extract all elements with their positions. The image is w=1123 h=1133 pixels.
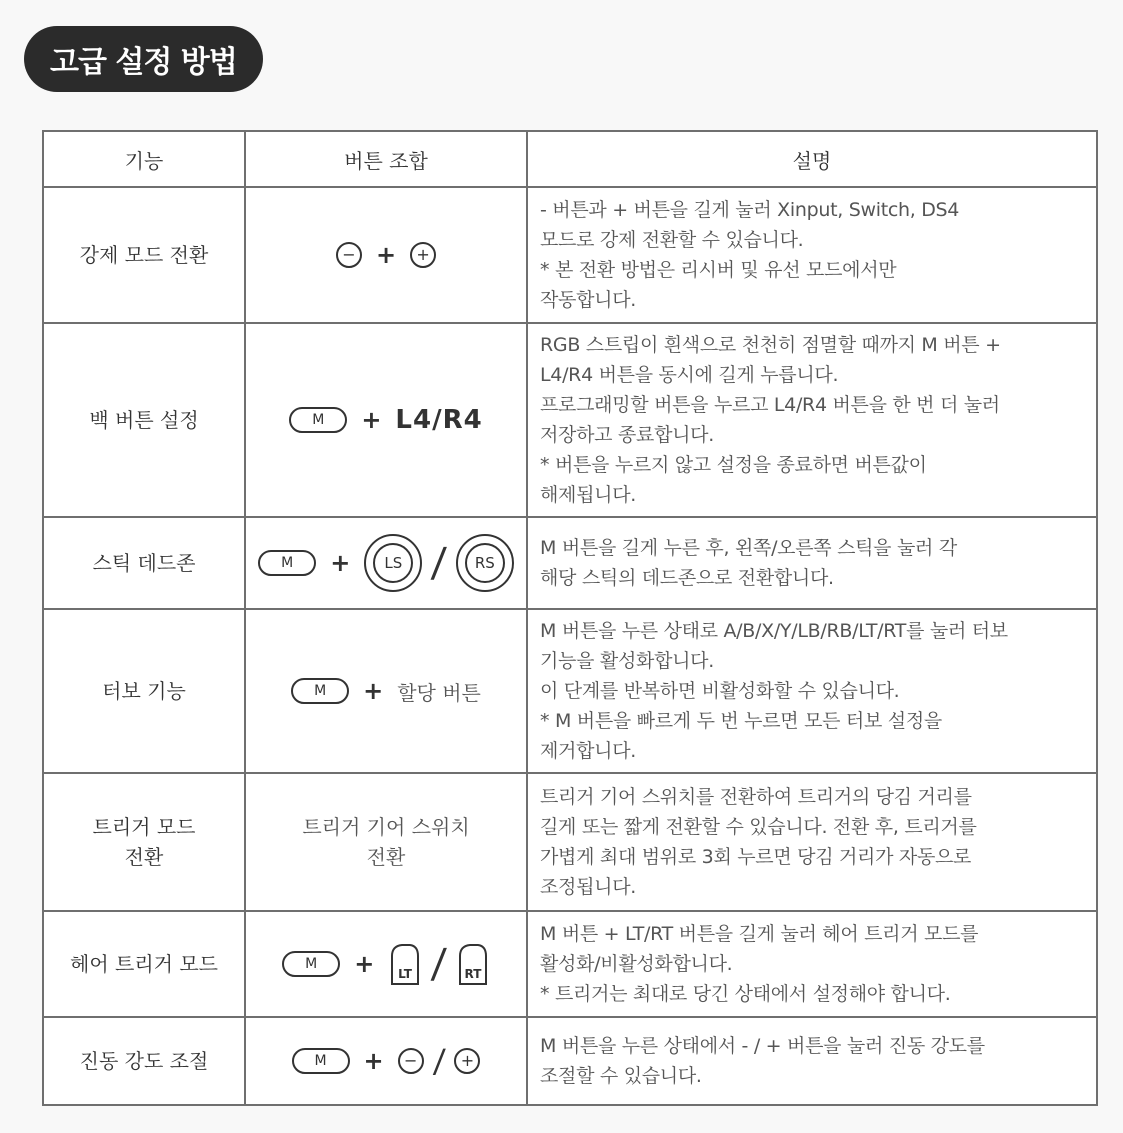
description-line: - 버튼과 + 버튼을 길게 눌러 Xinput, Switch, DS4 — [540, 199, 960, 221]
l4-r4-label: L4/R4 — [395, 405, 483, 435]
minus-button-icon: − — [398, 1048, 424, 1074]
description-line: 해당 스틱의 데드존으로 전환합니다. — [540, 567, 834, 589]
plus-sign: + — [354, 950, 375, 978]
description-line: 제거합니다. — [540, 740, 637, 762]
description-cell — [527, 773, 1097, 911]
table-row — [43, 1017, 1097, 1105]
function-label: 강제 모드 전환 — [79, 243, 209, 267]
description-line: M 버튼을 길게 누른 후, 왼쪽/오른쪽 스틱을 눌러 각 — [540, 537, 957, 559]
plus-sign: + — [363, 1047, 384, 1075]
description-line: 작동합니다. — [540, 289, 637, 311]
lt-trigger-icon — [388, 942, 422, 986]
description-line: 활성화/비활성화합니다. — [540, 953, 733, 975]
header-combo: 버튼 조합 — [245, 131, 527, 187]
minus-button-icon: − — [336, 242, 362, 268]
function-label: 트리거 모드 — [92, 815, 196, 839]
settings-table — [42, 130, 1098, 1106]
m-button-icon: M — [291, 678, 349, 704]
description-cell — [527, 1017, 1097, 1105]
description-line: 조정됩니다. — [540, 876, 637, 898]
combo-cell — [245, 517, 527, 609]
table-header-row — [43, 131, 1097, 187]
table-row — [43, 323, 1097, 517]
function-label: 전환 — [124, 845, 164, 869]
rt-trigger-icon — [456, 942, 490, 986]
function-cell — [43, 323, 245, 517]
description-line: 조절할 수 있습니다. — [540, 1065, 702, 1087]
function-label: 터보 기능 — [102, 679, 186, 703]
m-button-icon: M — [289, 407, 347, 433]
description-line: * 본 전환 방법은 리시버 및 유선 모드에서만 — [540, 259, 897, 281]
combo-cell — [245, 1017, 527, 1105]
description-line: 기능을 활성화합니다. — [540, 650, 714, 672]
function-label: 헤어 트리거 모드 — [70, 952, 218, 976]
combo-cell — [245, 609, 527, 773]
table-row — [43, 911, 1097, 1017]
plus-sign: + — [361, 406, 382, 434]
description-line: 트리거 기어 스위치를 전환하여 트리거의 당김 거리를 — [540, 786, 972, 808]
description-cell — [527, 911, 1097, 1017]
description-line: 가볍게 최대 범위로 3회 누르면 당김 거리가 자동으로 — [540, 846, 972, 868]
plus-sign: + — [330, 549, 351, 577]
left-stick-label: LS — [373, 543, 413, 583]
function-cell — [43, 187, 245, 323]
combo-cell — [245, 773, 527, 911]
table-row — [43, 773, 1097, 911]
description-line: L4/R4 버튼을 동시에 길게 누릅니다. — [540, 364, 839, 386]
plus-sign: + — [363, 677, 384, 705]
function-cell — [43, 911, 245, 1017]
function-label: 백 버튼 설정 — [89, 408, 199, 432]
right-stick-label: RS — [465, 543, 505, 583]
description-line: M 버튼을 누른 상태로 A/B/X/Y/LB/RB/LT/RT를 눌러 터보 — [540, 620, 1008, 642]
function-cell — [43, 773, 245, 911]
function-label: 진동 강도 조절 — [79, 1049, 209, 1073]
description-cell — [527, 187, 1097, 323]
description-line: M 버튼을 누른 상태에서 - / + 버튼을 눌러 진동 강도를 — [540, 1035, 985, 1057]
description-line: * 버튼을 누르지 않고 설정을 종료하면 버튼값이 — [540, 454, 927, 476]
table-row — [43, 187, 1097, 323]
function-cell — [43, 609, 245, 773]
slash-separator: / — [430, 540, 448, 586]
description-line: 프로그래밍할 버튼을 누르고 L4/R4 버튼을 한 번 더 눌러 — [540, 394, 1000, 416]
function-cell — [43, 517, 245, 609]
header-description: 설명 — [527, 131, 1097, 187]
description-line: 저장하고 종료합니다. — [540, 424, 714, 446]
right-stick-icon — [456, 534, 514, 592]
plus-button-icon: + — [454, 1048, 480, 1074]
description-cell — [527, 517, 1097, 609]
page-title: 고급 설정 방법 — [24, 26, 263, 92]
slash-separator: / — [430, 941, 448, 987]
description-cell — [527, 323, 1097, 517]
description-line: * M 버튼을 빠르게 두 번 누르면 모든 터보 설정을 — [540, 710, 942, 732]
table-row — [43, 517, 1097, 609]
rt-label: RT — [464, 967, 482, 981]
description-cell — [527, 609, 1097, 773]
description-line: 해제됩니다. — [540, 484, 637, 506]
plus-sign: + — [375, 241, 397, 269]
lt-label: LT — [398, 967, 413, 981]
function-cell — [43, 1017, 245, 1105]
description-line: RGB 스트립이 흰색으로 천천히 점멸할 때까지 M 버튼 + — [540, 334, 1001, 356]
combo-cell — [245, 187, 527, 323]
plus-button-icon: + — [410, 242, 436, 268]
left-stick-icon — [364, 534, 422, 592]
combo-cell — [245, 323, 527, 517]
function-label: 스틱 데드존 — [92, 551, 196, 575]
header-function: 기능 — [43, 131, 245, 187]
table-row — [43, 609, 1097, 773]
m-button-icon: M — [292, 1048, 350, 1074]
description-line: * 트리거는 최대로 당긴 상태에서 설정해야 합니다. — [540, 983, 951, 1005]
trigger-switch-label: 트리거 기어 스위치 — [302, 815, 470, 839]
description-line: 길게 또는 짧게 전환할 수 있습니다. 전환 후, 트리거를 — [540, 816, 977, 838]
description-line: 이 단계를 반복하면 비활성화할 수 있습니다. — [540, 680, 900, 702]
combo-cell — [245, 911, 527, 1017]
slash-separator: / — [431, 1042, 447, 1080]
m-button-icon: M — [258, 550, 316, 576]
description-line: M 버튼 + LT/RT 버튼을 길게 눌러 헤어 트리거 모드를 — [540, 923, 979, 945]
m-button-icon: M — [282, 951, 340, 977]
assign-button-label: 할당 버튼 — [397, 680, 481, 705]
trigger-switch-label: 전환 — [366, 845, 406, 869]
description-line: 모드로 강제 전환할 수 있습니다. — [540, 229, 804, 251]
